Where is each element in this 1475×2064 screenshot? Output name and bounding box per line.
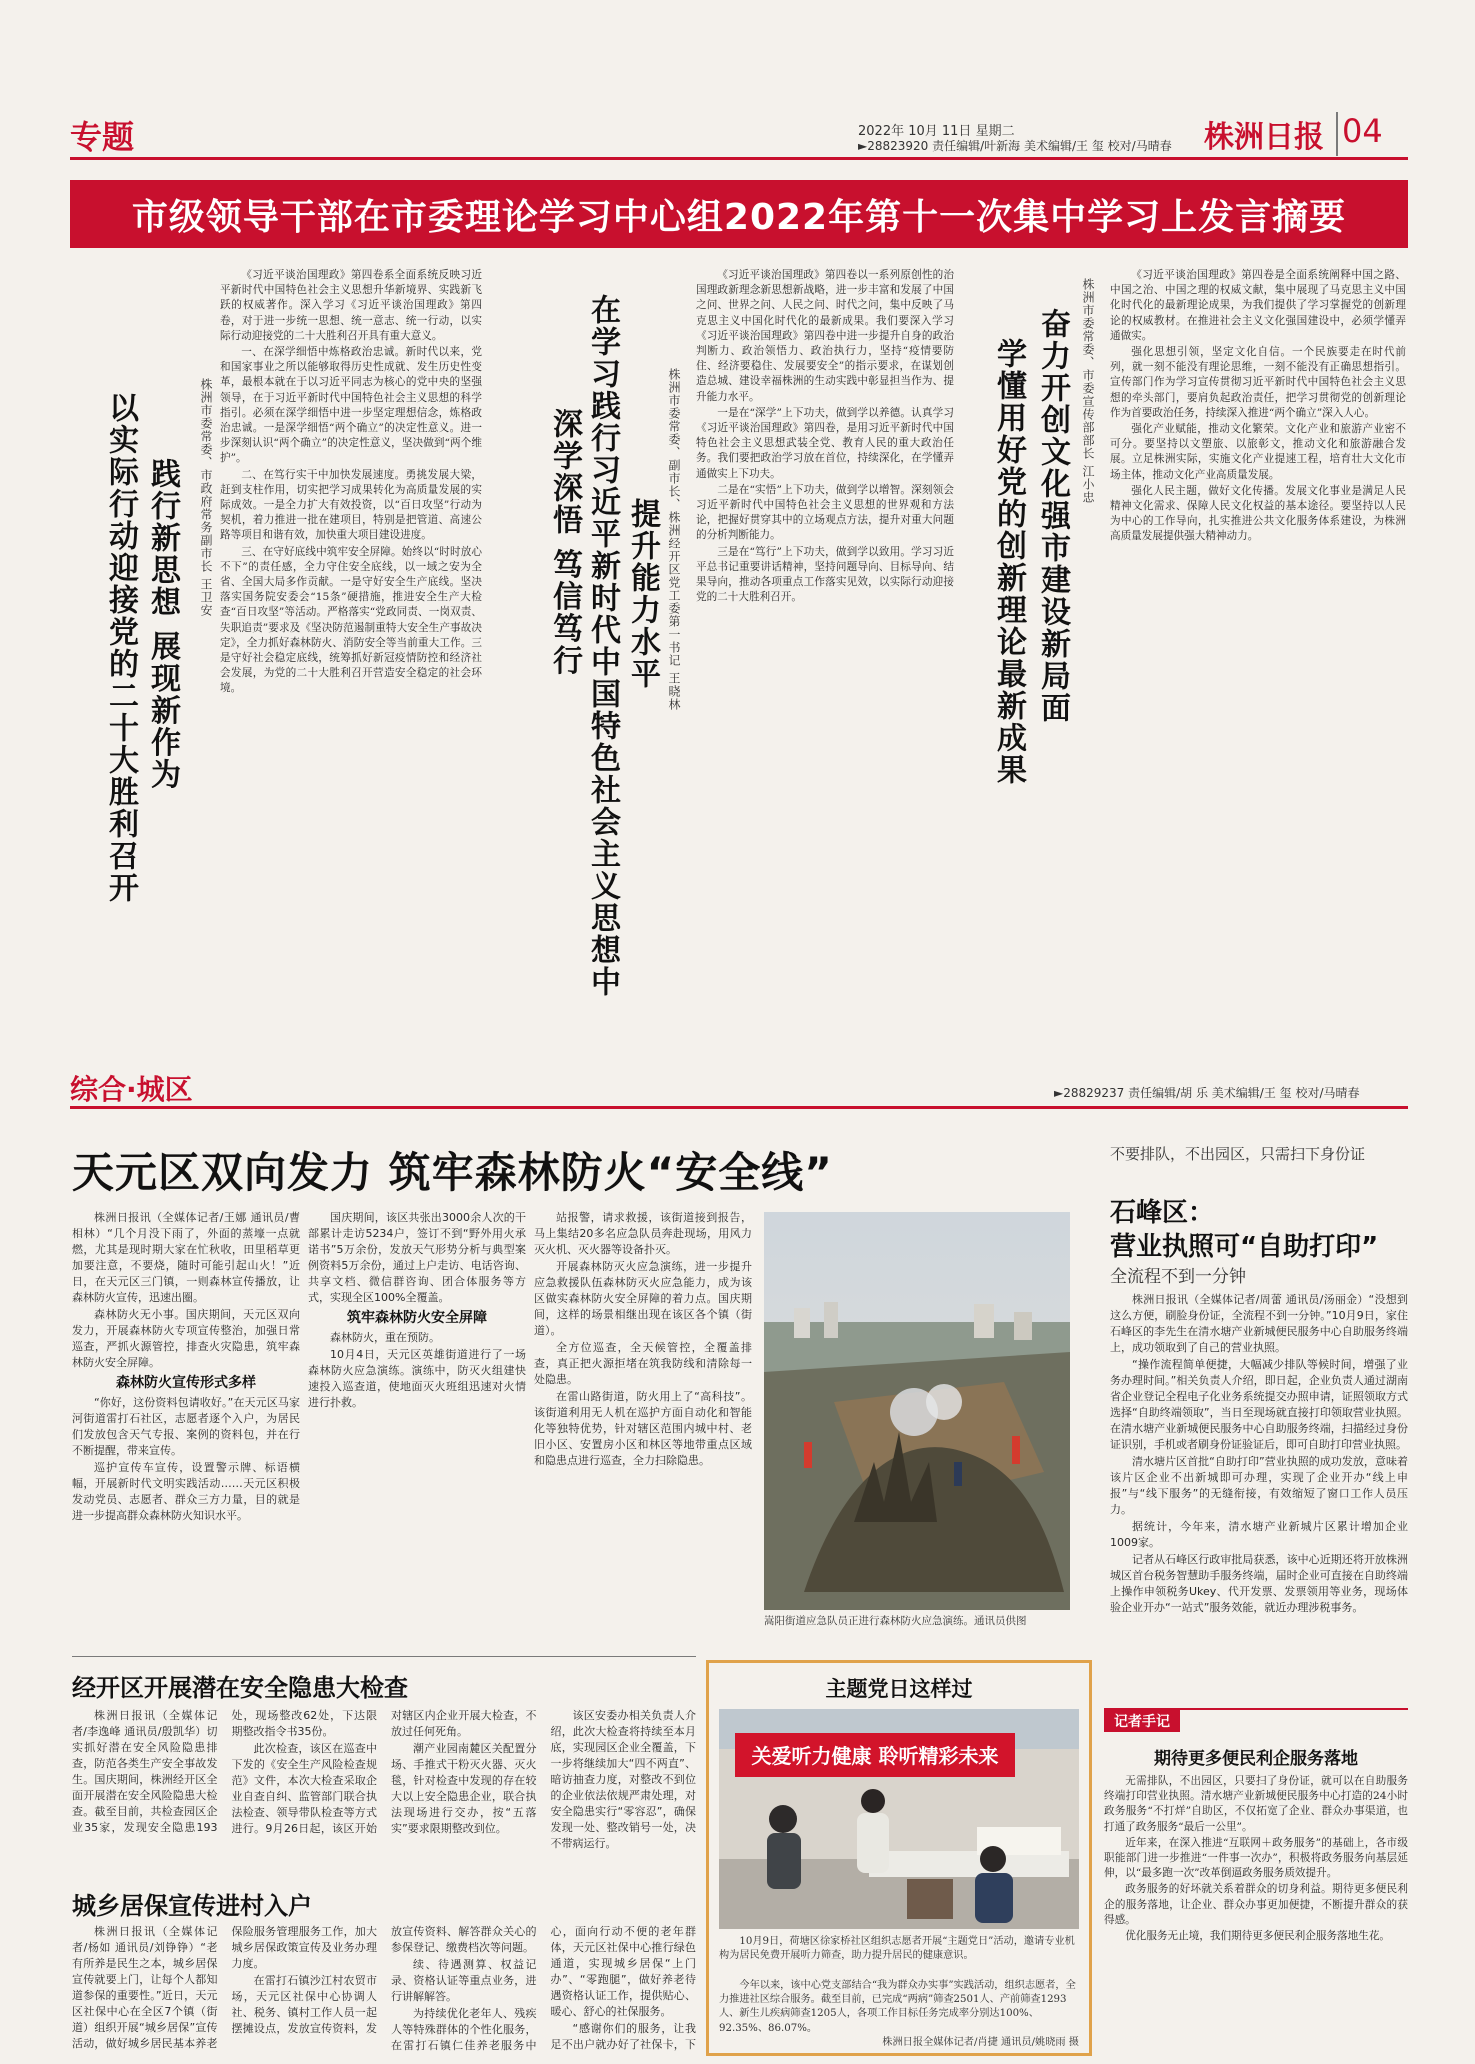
article3-title: 奋力开创文化强市建设新局面 bbox=[1035, 308, 1070, 724]
article3-paragraph: 《习近平谈治国理政》第四卷是全面系统阐释中国之路、中国之治、中国之理的权威文献，集中展现了马克思主义中国化时代化的最新理论成果，为我们提供了学习掌握党的创新理论的权威教材。在推进社会主义文化强国建设中，必须学懂弄通做实。 bbox=[1110, 269, 1406, 342]
article2-title-2: 提升能力水平 bbox=[625, 498, 660, 690]
section2-editor-line: ►28829237 责任编辑/胡 乐 美术编辑/王 玺 校对/马晴春 bbox=[1054, 1086, 1360, 1100]
theory-section bbox=[70, 268, 1408, 1118]
article2-paragraph: 一是在“深学”上下功夫，做到学以养德。认真学习《习近平谈治国理政》第四卷，是用习近平新时代中国特色社会主义思想武装全党、教育人民的重大政治任务。我们要把政治学习放在首位，持续深化，在学懂弄通做实上下功夫。 bbox=[696, 406, 954, 480]
forest-paragraph: 全方位巡查，全天候管控，全覆盖排查，真正把火源拒堵在筑我防线和清除每一处隐患。 bbox=[534, 1341, 752, 1386]
article3-paragraph: 强化思想引领，坚定文化自信。一个民族要走在时代前列，就一刻不能没有理论思维，一刻不能没有正确思想指引。宣传部门作为学习宣传贯彻习近平新时代中国特色社会主义思想的牵头部门，要肩负起政治责任，把学习贯彻党的创新理论作为首要政治任务，持续深入推进“两个确立”深入人心。 bbox=[1110, 346, 1406, 419]
note-title: 期待更多便民利企服务落地 bbox=[1154, 1749, 1358, 1769]
note-paragraph: 优化服务无止境，我们期待更多便民利企服务落地生花。 bbox=[1125, 1930, 1391, 1943]
article2-paragraph: 二是在“实悟”上下功夫，做到学以增智。深刻领会习近平新时代中国特色社会主义思想的世界观和方法论，把握好贯穿其中的立场观点方法，提升对重大问题的分析判断能力。 bbox=[696, 483, 954, 542]
forest-paragraph: 国庆期间，该区共张出3000余人次的干部累计走访5234户，签订不到“野外用火承诺书”5万余份，发放天气形势分析与典型案例资料5万余份，通过上户走访、电话咨询、共享文档、微信群咨询、团合体服务等方式，实现全区100%全覆盖。 bbox=[308, 1211, 526, 1304]
forest-caption: 嵩阳街道应急队员正进行森林防火应急演练。通讯员供图 bbox=[764, 1615, 1027, 1627]
jingkai-headline: 经开区开展潜在安全隐患大检查 bbox=[72, 1674, 408, 1702]
forest-paragraph: 在雷山路街道，防火用上了“高科技”。该街道利用无人机在巡护方面自动化和智能化等独特优势，针对辖区范围内城中村、老旧小区、安置房小区和林区等地带重点区域和隐患点进行巡查，全力扫除隐患。 bbox=[534, 1390, 752, 1467]
article3-paragraph: 强化产业赋能，推动文化繁荣。文化产业和旅游产业密不可分。要坚持以文塑旅、以旅彰文，推动文化和旅游融合发展。立足株洲实际，实施文化产业提速工程，培育壮大文化市场主体，推动文化产业高质量发展。 bbox=[1110, 423, 1406, 481]
forest-col1 bbox=[72, 1210, 300, 1630]
article2-title: 在学习践行习近平新时代中国特色社会主义思想中 bbox=[585, 294, 620, 998]
article2-paragraph: 《习近平谈治国理政》第四卷以一系列原创性的治国理政新理念新思想新战略，进一步丰富和发展了中国之问、世界之问、人民之问、时代之问，集中反映了马克思主义中国化时代化的最新成果。我们要深入学习《习近平谈治国理政》第四卷中进一步提升自身的政治判断力、政治领悟力、政治执行力，坚持“疫情要防住、经济要稳住、发展要安全”的指示要求，在谋划创造总城、建设幸福株洲的生动实践中彰显担当作为、提升能力水平。 bbox=[696, 269, 954, 403]
jingkai-paragraph: 潮产业园南麓区关配置分场、手推式干粉灭火器、灭火毯，针对检查中发现的存在较大以上安全隐患企业，联合执法现场进行交办，按“五落实”要求限期整改到位。 bbox=[391, 1742, 537, 1835]
party-day-caption-2: 今年以来，该中心党支部结合“我为群众办实事”实践活动，组织志愿者，全力推进社区综合服务。截至目前，已完成“两病”筛查2501人、产前筛查1293人、新生儿疾病筛查1205人，各项工作目标任务完成率分别达100%、92.35%、86.07%。 bbox=[719, 1980, 1076, 2034]
article1-title bbox=[100, 392, 140, 1112]
section2-title: 综合·城区 bbox=[70, 1073, 193, 1106]
article2-paragraph: 三是在“笃行”上下功夫，做到学以致用。学习习近平总书记重要讲话精神，坚持问题导向、目标导向、结果导向，推动各项重点工作落实见效，以实际行动迎接党的二十大胜利召开。 bbox=[696, 545, 954, 604]
article1-paragraph: 三、在守好底线中筑牢安全屏障。始终以“时时放心不下”的责任感，全力守住安全底线，以一域之安为全省、全国大局多作贡献。一是守好安全生产底线。坚决落实国务院安委会“15条”硬措施，推进安全生产大检查“百日攻坚”等活动。严格落实“党政同责、一岗双责、失职追责”要求及《坚决防范遏制重特大安全生产事故决定》，全力抓好森林防火、消防安全等当前重大工作。三是守好社会稳定底线，统筹抓好新冠疫情防控和经济社会发展，为党的二十大胜利召开营造安全稳定的社会环境。 bbox=[220, 545, 482, 695]
banner-headline: 市级领导干部在市委理论学习中心组2022年第十一次集中学习上发言摘要 bbox=[70, 180, 1408, 248]
party-banner-text: 关爱听力健康 聆听精彩未来 bbox=[751, 1744, 999, 1768]
article2-byline: 株洲市委常委、副市长、株洲经开区党工委第一书记 王晓林 bbox=[667, 368, 681, 711]
party-day-title: 主题党日这样过 bbox=[825, 1677, 973, 1701]
forest-paragraph: 森林防火无小事。国庆期间，天元区双向发力，开展森林防火专项宣传整治，加强日常巡查，严抓火源管控，排查火灾隐患，筑牢森林防火安全屏障。 bbox=[72, 1308, 300, 1369]
note-tag: 记者手记 bbox=[1104, 1710, 1180, 1732]
villages-paragraph: 株洲日报讯（全媒体记者/杨如 通讯员/刘铮铮）“老有所养是民生之本，城乡居保宣传就要上门，让每个人都知道参保的重要性。”近日，天元区社保中心在全区7个镇（街道）组织开展“城乡居保”宣传活动，做好城乡居民基本养老保险服务管理服务工作，加大城乡居保政策宣传及业务办理力度。 bbox=[72, 1925, 377, 2050]
jingkai-top-rule bbox=[72, 1656, 696, 1657]
forest-paragraph: 站报警，请求救援，该街道接到报告，马上集结20多名应急队员奔赴现场，用风力灭火机、灭火器等设备扑灭。 bbox=[534, 1211, 752, 1256]
article2-subtitle: 深学深悟 笃信笃行 bbox=[547, 408, 582, 677]
shifeng-headline-a: 石峰区： bbox=[1110, 1198, 1215, 1228]
forest-col2 bbox=[308, 1210, 526, 1630]
shifeng-kicker: 不要排队，不出园区，只需扫下身份证 bbox=[1110, 1145, 1366, 1163]
villages-body bbox=[72, 1924, 696, 2060]
forest-paragraph: 开展森林防灭火应急演练，进一步提升应急救援队伍森林防灭火应急能力，成为该区做实森林防火安全屏障的着力点。国庆期间，这样的场景相继出现在该区各个镇（街道）。 bbox=[534, 1260, 752, 1337]
editor-line: ►28823920 责任编辑/叶新海 美术编辑/王 玺 校对/马晴春 bbox=[858, 139, 1172, 153]
shifeng-paragraph: 记者从石峰区行政审批局获悉，该中心近期还将开放株洲城区首台税务智慧助手服务终端，届时企业可直接在自助终端上操作申领税务Ukey、代开发票、发票领用等业务，现场体验企业开办“一站式”服务效能，就近办理涉税事务。 bbox=[1110, 1553, 1408, 1614]
section-title: 专题 bbox=[70, 118, 135, 156]
note-paragraph: 无需排队，不出园区，只要扫了身份证，就可以在自助服务终端打印营业执照。清水塘产业新城便民服务中心打造的24小时政务服务“不打烊”自助区，不仅拓宽了企业、群众办事渠道，也打通了政务服务“最后一公里”。 bbox=[1104, 1775, 1408, 1833]
forest-photo bbox=[764, 1212, 1070, 1610]
note-paragraph: 近年来，在深入推进“互联网＋政务服务”的基础上，各市级职能部门进一步推进“一件事一次办”，积极将政务服务向基层延伸，以“最多跑一次”改革倒逼政务服务质效提升。 bbox=[1104, 1836, 1408, 1880]
forest-col3 bbox=[534, 1210, 752, 1630]
forest-subhead-2: 筑牢森林防火安全屏障 bbox=[347, 1310, 487, 1326]
forest-paragraph: 10月4日，天元区英雄街道进行了一场森林防火应急演练。演练中，防灭火组建快速投入巡查道，使地面灭火班组迅速对火情进行扑救。 bbox=[308, 1348, 526, 1409]
villages-paragraph: 在雷打石镇沙江村农贸市场，天元区社保中心协调人社、税务、镇村工作人员一起摆摊设点，发放宣传资料，发放宣传资料、解答群众关心的参保登记、缴费档次等问题。 bbox=[231, 1925, 537, 2035]
forest-paragraph: “你好，这份资料包请收好。”在天元区马家河街道雷打石社区，志愿者逐个入户，为居民们发放包含天气专报、案例的资料包，并在行不断提醒，带来宣传。 bbox=[72, 1396, 300, 1457]
article3-byline: 株洲市委常委、市委宣传部部长 江小忠 bbox=[1081, 278, 1095, 504]
forest-paragraph: 森林防火，重在预防。 bbox=[330, 1331, 440, 1344]
shifeng-body bbox=[1110, 1292, 1408, 1692]
forest-subhead-1: 森林防火宣传形式多样 bbox=[116, 1375, 256, 1391]
note-paragraph: 政务服务的好坏就关系着群众的切身利益。期待更多便民利企的服务落地，让企业、群众办事更加便捷，不断提升群众的获得感。 bbox=[1104, 1883, 1408, 1926]
note-body bbox=[1104, 1774, 1408, 2044]
villages-paragraph: “感谢你们的服务，让我足不出户就办好了社保卡，下 bbox=[550, 2022, 696, 2051]
shifeng-paragraph: “操作流程简单便捷，大幅减少排队等候时间，增强了业务办理时间。”相关负责人介绍，即日起，企业负责人通过湖南省企业登记全程电子化业务系统提交办照申请，证照领取方式选择“自助终端领取”，当日至现场就直接打印领取营业执照。在清水塘产业新城便民服务中心自助服务终端，扫描经过身份证识别，手机或者刷身份证验证后，即可自助打印营业执照。 bbox=[1110, 1358, 1408, 1451]
villages-paragraph: 为持续优化老年人、残疾人等特殊群体的个性化服务，在雷打石镇仁佳养老服务中心，面向行动不便的老年群体，天元区社保中心推行绿色通道，实现城乡居保“上门办”、“零跑腿”，做好养老待遇资格认证工作，提供贴心、暖心、舒心的社保服务。 bbox=[391, 1925, 696, 2052]
article1-byline: 株洲市委常委、市政府常务副市长 王卫安 bbox=[199, 378, 213, 617]
article1-paragraph: 《习近平谈治国理政》第四卷系全面系统反映习近平新时代中国特色社会主义思想升华新境界、实践新飞跃的权威著作。深入学习《习近平谈治国理政》第四卷，对于进一步统一思想、统一意志、统一行动，以实际行动迎接党的二十大胜利召开具有重大意义。 bbox=[220, 269, 482, 342]
article3-subtitle: 学懂用好党的创新理论最新成果 bbox=[991, 338, 1026, 786]
article3-body bbox=[1110, 268, 1406, 1116]
party-day-box bbox=[706, 1660, 1092, 2056]
page-number: 04 bbox=[1342, 112, 1383, 150]
forest-paragraph: 巡护宣传车宣传，设置警示牌、标语横幅，开展新时代文明实践活动……天元区积极发动党员、志愿者、群众三方力量，目的就是进一步提高群众森林防火知识水平。 bbox=[72, 1461, 300, 1522]
party-day-photo bbox=[719, 1709, 1079, 1929]
jingkai-paragraph: 该区安委办相关负责人介绍，此次大检查将持续至本月底，实现园区企业全覆盖，下一步将继续加大“四不两直”、暗访抽查力度，对整改不到位的企业依法依规严肃处理，对安全隐患实行“零容忍”，确保发现一处、整改销号一处，决不带病运行。 bbox=[550, 1709, 696, 1850]
party-day-caption-1: 10月9日，荷塘区徐家桥社区组织志愿者开展“主题党日”活动，邀请专业机构为居民免费开展听力筛查，助力提升居民的健康意识。 bbox=[719, 1936, 1075, 1962]
jingkai-paragraph: 株洲日报讯（全媒体记者/李逸峰 通讯员/殷凯华）切实抓好潜在安全风险隐患排查，防范各类生产安全事故发生。国庆期间，株洲经开区全面开展潜在安全风险隐患大检查。截至目前，共检查园区企业35家，发现安全隐患193处，现场整改62处，下达限期整改指令书35份。 bbox=[72, 1709, 377, 1834]
forest-paragraph: 株洲日报讯（全媒体记者/王娜 通讯员/曹相林）“几个月没下雨了，外面的蒸壕一点就燃，尤其是现时期大家在忙秋收，田里稻草更加要注意，不要烧，随时可能引起山火！”近日，在天元区三门镇，一则森林宣传播放，让森林防火宣传，迅速出圈。 bbox=[72, 1211, 300, 1304]
shifeng-paragraph: 据统计，今年来，清水塘产业新城片区累计增加企业1009家。 bbox=[1110, 1520, 1408, 1549]
shifeng-paragraph: 清水塘片区首批“自助打印”营业执照的成功发放，意味着该片区企业不出新城即可办理，实现了企业开办“线上申报”与“线下服务”的无缝衔接，有效缩短了窗口工作人员压力。 bbox=[1110, 1455, 1408, 1516]
forest-headline: 天元区双向发力 筑牢森林防火“安全线” bbox=[72, 1148, 833, 1197]
article1-title-line1: 以实际行动迎接党的二十大胜利召开 bbox=[103, 392, 138, 904]
article3-paragraph: 强化人民主题，做好文化传播。发展文化事业是满足人民精神文化需求、保障人民文化权益的基本途径。要坚持以人民为中心的工作导向，扎实推进公共文化服务体系建设，为株洲高质量发展提供强大精神动力。 bbox=[1110, 484, 1406, 543]
article1-paragraph: 一、在深学细悟中炼格政治忠诚。新时代以来，党和国家事业之所以能够取得历史性成就、发生历史性变革，最根本就在于以习近平同志为核心的党中央的坚强领导，在于习近平新时代中国特色社会主义思想的科学指引。必须在深学细悟中进一步坚定理想信念，炼格政治忠诚。一是深学细悟“两个确立”的决定性意义。进一步深刻认识“两个确立”的决定性意义，坚决做到“两个维护”。 bbox=[220, 346, 482, 465]
article1-subtitle: 践行新思想 展现新作为 bbox=[145, 458, 180, 791]
shifeng-paragraph: 株洲日报讯（全媒体记者/周蕾 通讯员/汤丽金）“没想到这么方便，刷脸身份证，全流程不到一分钟。”10月9日，家住石峰区的李先生在清水塘产业新城便民服务中心自助服务终端上，成功领取到了自己的营业执照。 bbox=[1110, 1293, 1408, 1354]
date-line: 2022年 10月 11日 星期二 bbox=[858, 124, 1015, 139]
article2-body bbox=[696, 268, 954, 1116]
shifeng-deck: 全流程不到一分钟 bbox=[1110, 1267, 1246, 1287]
villages-headline: 城乡居保宣传进村入户 bbox=[72, 1892, 312, 1920]
article1-paragraph: 二、在笃行实干中加快发展速度。勇挑发展大梁，赶到支柱作用，切实把学习成果转化为高质量发展的实际成效。一是全力扩大有效投资，以“百日攻坚”行动为契机，着力推进一批在建项目，特别是把管道、高速公路等项目和谐有效，加快重大项目建设进度。 bbox=[220, 468, 482, 542]
party-day-credit: 株洲日报全媒体记者/肖捷 通讯员/姚晓雨 摄 bbox=[882, 2037, 1079, 2048]
section2-rule bbox=[70, 1106, 1408, 1109]
shifeng-headline-b: 营业执照可“自助打印” bbox=[1110, 1232, 1379, 1262]
article1-body bbox=[220, 268, 482, 1116]
jingkai-body bbox=[72, 1708, 696, 1868]
paper-logo: 株洲日报 bbox=[1204, 120, 1324, 155]
villages-paragraph: 续、待遇测算、权益记录、资格认证等重点业务，进行讲解解答。 bbox=[391, 1958, 537, 2003]
header-divider bbox=[1336, 112, 1338, 156]
header-rule bbox=[70, 157, 1408, 160]
jingkai-paragraph: 此次检查，该区在巡查中下发的《安全生产风险检查规范》文件，本次大检查采取企业自查自纠、监管部门联合执法检查、领导带队检查等方式进行。9月26日起，该区开始对辖区内企业开展大检查，不放过任何死角。 bbox=[231, 1709, 537, 1835]
